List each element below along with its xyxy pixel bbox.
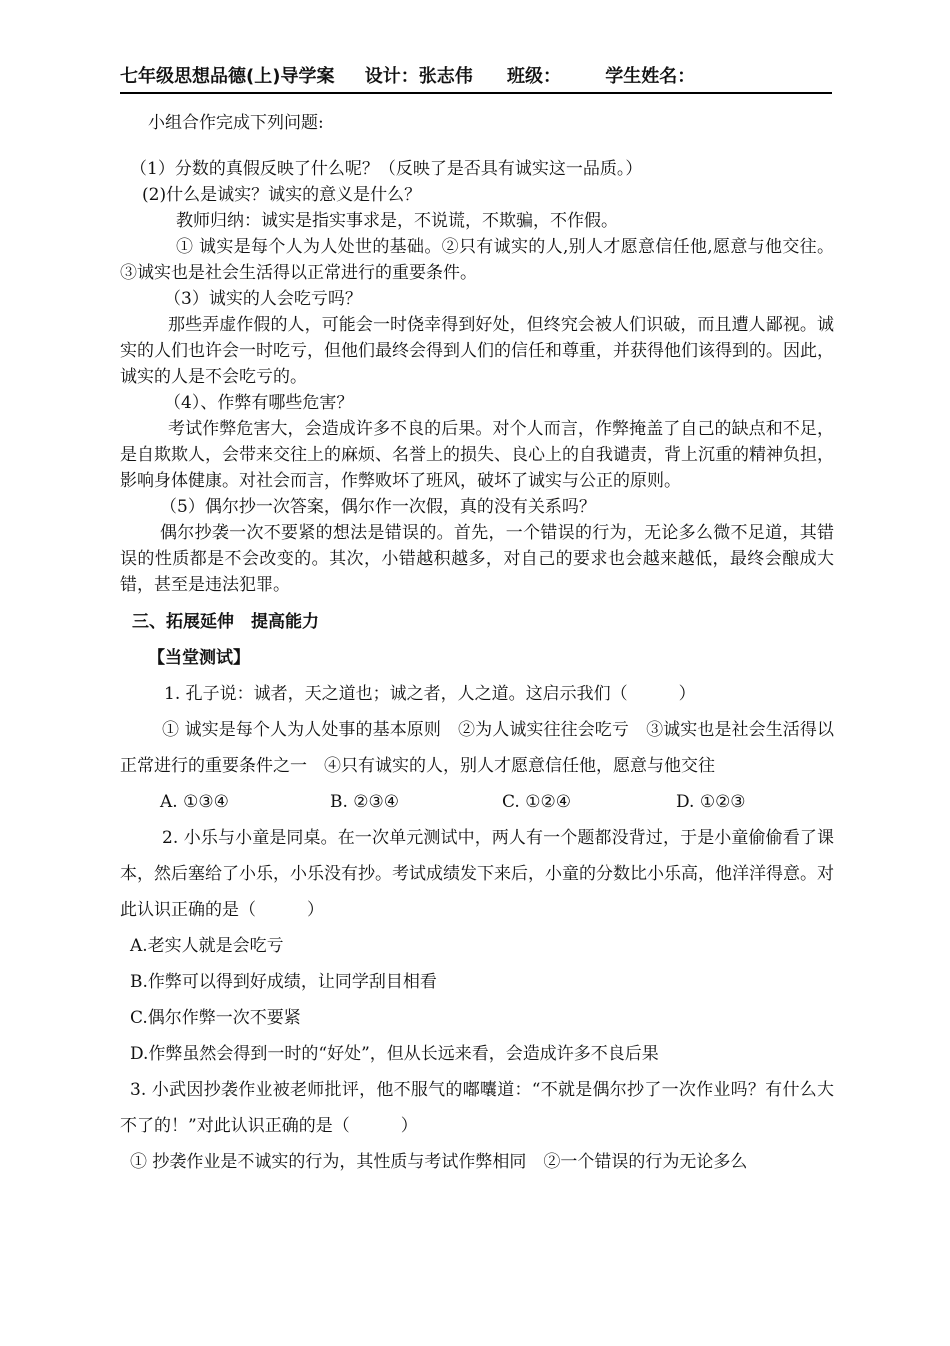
question-3-answer: 那些弄虚作假的人，可能会一时侥幸得到好处，但终究会被人们识破，而且遭人鄙视。诚实的人们也许会一时吃亏，但他们最终会得到人们的信任和尊重，并获得他们该得到的。因此，诚实的人是不会吃亏的。 bbox=[120, 315, 834, 387]
question-2: (2)什么是诚实？诚实的意义是什么？ bbox=[142, 185, 422, 205]
test-label: 【当堂测试】 bbox=[148, 648, 250, 668]
doc-title: 七年级思想品德(上)导学案 bbox=[120, 66, 335, 87]
option-d[interactable]: D. ①②③ bbox=[676, 792, 746, 812]
student-name-label: 学生姓名： bbox=[605, 66, 696, 87]
test-question-2-option-d[interactable]: D.作弊虽然会得到一时的“好处”，但从长远来看，会造成许多不良后果 bbox=[130, 1044, 659, 1064]
question-2-answer-1: 教师归纳：诚实是指实事求是，不说谎，不欺骗，不作假。 bbox=[176, 211, 618, 231]
test-question-3-items: ① 抄袭作业是不诚实的行为，其性质与考试作弊相同 ②一个错误的行为无论多么 bbox=[130, 1152, 748, 1172]
option-a[interactable]: A. ①③④ bbox=[160, 792, 229, 812]
test-question-1: 1. 孔子说：诚者，天之道也；诚之者，人之道。这启示我们（ ） bbox=[164, 684, 696, 704]
designer-label: 设计：张志伟 bbox=[364, 66, 473, 87]
question-5: （5）偶尔抄一次答案，偶尔作一次假，真的没有关系吗？ bbox=[160, 497, 596, 517]
question-4-answer: 考试作弊危害大，会造成许多不良的后果。对个人而言，作弊掩盖了自己的缺点和不足，是自欺欺人，会带来交往上的麻烦、名誉上的损失、良心上的自我谴责，背上沉重的精神负担，影响身体健康。对社会而言，作弊败坏了班风，破坏了诚实与公正的原则。 bbox=[120, 419, 834, 491]
class-label: 班级： bbox=[507, 66, 562, 87]
test-question-2: 2. 小乐与小童是同桌。在一次单元测试中，两人有一个题都没背过，于是小童偷偷看了课本，然后塞给了小乐，小乐没有抄。考试成绩发下来后，小童的分数比小乐高，他洋洋得意。对此认识正确的是（ ） bbox=[120, 828, 834, 920]
question-5-answer: 偶尔抄袭一次不要紧的想法是错误的。首先，一个错误的行为，无论多么微不足道，其错误的性质都是不会改变的。其次，小错越积越多，对自己的要求也会越来越低，最终会酿成大错，甚至是违法犯罪。 bbox=[120, 523, 834, 595]
test-question-1-items: ① 诚实是每个人为人处事的基本原则 ②为人诚实往往会吃亏 ③诚实也是社会生活得以正常进行的重要条件之一 ④只有诚实的人，别人才愿意信任他，愿意与他交往 bbox=[120, 720, 834, 776]
section-3-heading: 三、拓展延伸 提高能力 bbox=[132, 612, 319, 632]
test-question-2-option-b[interactable]: B.作弊可以得到好成绩，让同学刮目相看 bbox=[130, 972, 437, 992]
question-1: （1）分数的真假反映了什么呢？（反映了是否具有诚实这一品质。） bbox=[130, 159, 643, 179]
option-b[interactable]: B. ②③④ bbox=[330, 792, 400, 812]
intro-text: 小组合作完成下列问题: bbox=[148, 113, 324, 133]
question-3: （3）诚实的人会吃亏吗？ bbox=[164, 289, 362, 309]
page-header bbox=[120, 64, 832, 94]
test-question-2-option-c[interactable]: C.偶尔作弊一次不要紧 bbox=[130, 1008, 301, 1028]
test-question-3: 3. 小武因抄袭作业被老师批评，他不服气的嘟囔道：“不就是偶尔抄了一次作业吗？有什么大不了的！”对此认识正确的是（ ） bbox=[120, 1080, 834, 1136]
option-c[interactable]: C. ①②④ bbox=[502, 792, 571, 812]
document-body bbox=[120, 110, 834, 1180]
test-question-2-option-a[interactable]: A.老实人就是会吃亏 bbox=[130, 936, 284, 956]
question-2-answer-2: ① 诚实是每个人为人处世的基础。②只有诚实的人,别人才愿意信任他,愿意与他交往。③诚实也是社会生活得以正常进行的重要条件。 bbox=[120, 237, 834, 283]
question-4: （4）、作弊有哪些危害？ bbox=[164, 393, 354, 413]
test-question-1-options bbox=[120, 784, 834, 820]
